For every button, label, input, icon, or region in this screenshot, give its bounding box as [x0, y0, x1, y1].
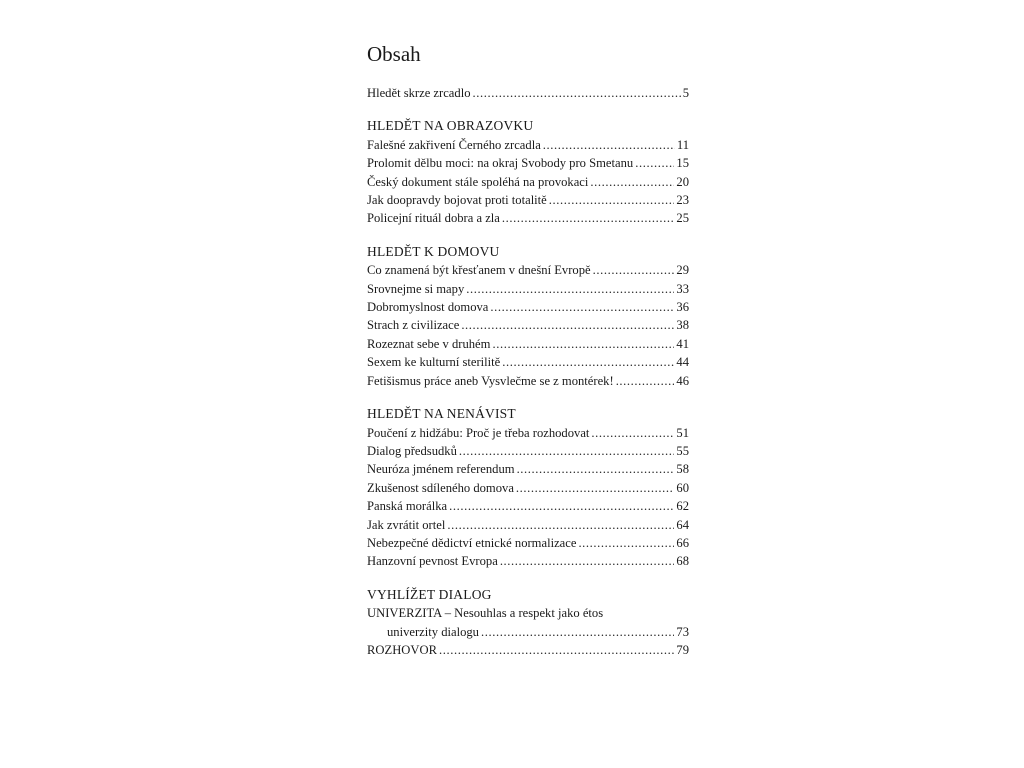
toc-entry-label-line1: UNIVERZITA – Nesouhlas a respekt jako étos — [367, 606, 604, 621]
toc-entry — [367, 316, 689, 334]
toc-entry-page: 11 — [676, 137, 689, 152]
toc-entry-page: 5 — [682, 86, 689, 100]
toc-entry — [367, 372, 689, 390]
toc-entry — [367, 136, 689, 154]
toc-entry-label: Panská morálka — [367, 499, 448, 514]
toc-intro — [367, 84, 689, 102]
toc-section — [367, 243, 689, 390]
toc-entry-page: 29 — [676, 263, 689, 278]
toc-entry-label: Poučení z hidžábu: Proč je třeba rozhodovat — [367, 425, 590, 440]
section-heading: HLEDĚT NA NENÁVIST — [367, 406, 516, 422]
toc-entry — [367, 353, 689, 371]
toc-section — [367, 586, 689, 660]
toc-entry-label: Hanzovní pevnost Evropa — [367, 554, 498, 569]
leader-dots — [502, 353, 674, 371]
toc-entry — [367, 335, 689, 353]
toc-entry — [367, 516, 689, 534]
toc-entry-label: Policejní rituál dobra a zla — [367, 211, 500, 226]
toc-entry-page: 68 — [676, 554, 689, 569]
section-heading: HLEDĚT K DOMOVU — [367, 243, 500, 259]
toc-entry — [367, 191, 689, 209]
toc-entry — [367, 298, 689, 316]
table-of-contents — [367, 40, 689, 674]
toc-entry-label: Srovnejme si mapy — [367, 281, 465, 296]
toc-entry-page: 62 — [676, 499, 689, 514]
toc-entry — [367, 534, 689, 552]
toc-entry-page: 38 — [676, 318, 689, 333]
leader-dots — [543, 136, 675, 154]
toc-title: Obsah — [367, 42, 421, 66]
leader-dots — [593, 261, 675, 279]
leader-dots — [616, 372, 675, 390]
toc-entry — [367, 623, 689, 641]
toc-entry-label: Dobromyslnost domova — [367, 300, 489, 315]
toc-entry-page: 44 — [676, 355, 689, 370]
toc-entry-page: 64 — [676, 517, 689, 532]
toc-entry-label: Jak doopravdy bojovat proti totalitě — [367, 193, 547, 208]
toc-entry-page: 33 — [676, 281, 689, 296]
toc-entry — [367, 209, 689, 227]
toc-entry-page: 55 — [676, 443, 689, 458]
leader-dots — [635, 154, 674, 172]
leader-dots — [591, 424, 674, 442]
leader-dots — [517, 460, 675, 478]
toc-entry-label: Jak zvrátit ortel — [367, 517, 446, 532]
toc-entry — [367, 84, 689, 102]
toc-entry — [367, 173, 689, 191]
toc-entry-label: Zkušenost sdíleného domova — [367, 480, 514, 495]
toc-entry-label: ROZHOVOR — [367, 642, 437, 657]
toc-entry-page: 58 — [676, 462, 689, 477]
toc-entry-page: 46 — [676, 373, 689, 388]
leader-dots — [578, 534, 674, 552]
toc-entry-label: Dialog předsudků — [367, 443, 457, 458]
toc-entry-label: Strach z civilizace — [367, 318, 460, 333]
toc-section — [367, 117, 689, 227]
leader-dots — [549, 191, 675, 209]
toc-entry-page: 15 — [676, 156, 689, 171]
toc-entry — [367, 154, 689, 172]
toc-entry-page: 79 — [676, 642, 689, 657]
toc-entry-label: Falešné zakřivení Černého zrcadla — [367, 137, 541, 152]
leader-dots — [449, 497, 674, 515]
toc-entry-page: 66 — [676, 535, 689, 550]
toc-entry — [367, 552, 689, 570]
toc-entry — [367, 479, 689, 497]
toc-entry — [367, 261, 689, 279]
toc-entry — [367, 460, 689, 478]
toc-entry-label: Hledět skrze zrcadlo — [367, 86, 471, 100]
toc-entry-label: Co znamená být křesťanem v dnešní Evropě — [367, 263, 591, 278]
toc-entry-label: Nebezpečné dědictví etnické normalizace — [367, 535, 577, 550]
leader-dots — [481, 623, 674, 641]
toc-entry-label: Neuróza jménem referendum — [367, 462, 515, 477]
toc-entry-page: 20 — [676, 174, 689, 189]
toc-entry-label: Rozeznat sebe v druhém — [367, 336, 491, 351]
toc-entry — [367, 442, 689, 460]
leader-dots — [502, 209, 675, 227]
toc-entry-page: 73 — [676, 624, 689, 639]
toc-entry-page: 36 — [676, 300, 689, 315]
toc-entry-label: Prolomit dělbu moci: na okraj Svobody pro Smetanu — [367, 156, 634, 171]
toc-entry-page: 25 — [676, 211, 689, 226]
toc-section — [367, 405, 689, 571]
leader-dots — [461, 316, 674, 334]
toc-entry-label: univerzity dialogu — [387, 624, 479, 639]
leader-dots — [516, 479, 674, 497]
toc-entry-page: 23 — [676, 193, 689, 208]
toc-entry-label: Český dokument stále spoléhá na provokaci — [367, 174, 589, 189]
toc-entry — [367, 424, 689, 442]
toc-entry-label: Fetišismus práce aneb Vysvlečme se z montérek! — [367, 373, 614, 388]
toc-entry — [367, 497, 689, 515]
leader-dots — [590, 173, 674, 191]
leader-dots — [439, 641, 674, 659]
section-heading: VYHLÍŽET DIALOG — [367, 586, 492, 602]
toc-entry — [367, 280, 689, 298]
leader-dots — [473, 84, 681, 102]
section-heading: HLEDĚT NA OBRAZOVKU — [367, 118, 534, 134]
leader-dots — [500, 552, 675, 570]
leader-dots — [492, 335, 674, 353]
leader-dots — [459, 442, 675, 460]
leader-dots — [447, 516, 674, 534]
leader-dots — [466, 280, 674, 298]
toc-entry-page: 60 — [676, 480, 689, 495]
leader-dots — [490, 298, 674, 316]
toc-entry-page: 51 — [676, 425, 689, 440]
toc-entry — [367, 641, 689, 659]
toc-entry-label: Sexem ke kulturní sterilitě — [367, 355, 501, 370]
toc-entry-page: 41 — [676, 336, 689, 351]
